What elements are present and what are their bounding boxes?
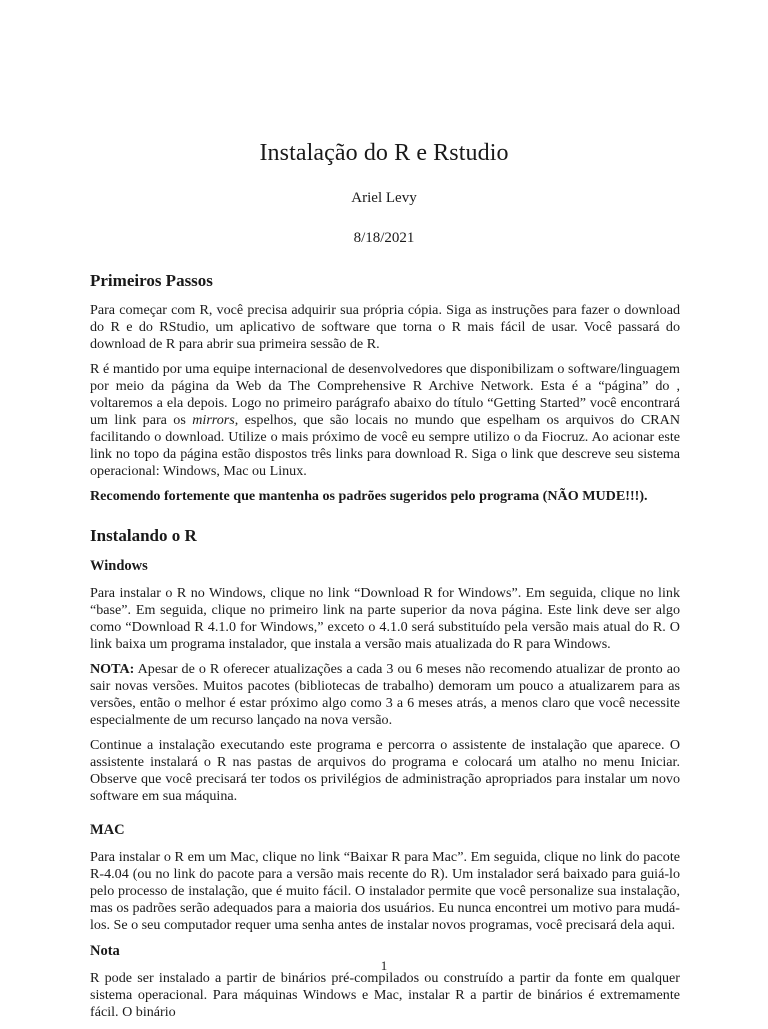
nota-label: NOTA:	[90, 661, 135, 677]
paragraph-text: , espelhos, que são locais no mundo que espelham os arquivos do CRAN facilitando o download. Utilize o mais próximo de você eu sempre utilizo o da Fiocruz. Ao acionar este link no topo da página estão dispostos três links para download R. Siga o link que descreve seu sistema operacional: Windows, Mac ou Linux.	[90, 412, 680, 479]
paragraph-text: R é mantido por uma equipe internacional de desenvolvedores que disponibilizam o software/linguagem por meio da página da Web da The Comprehensive R Archive Network. Esta é a “página” do , voltaremos a ela depois. Logo no primeiro parágrafo abaixo do título “Getting Started” você encontrará um link para os	[90, 361, 680, 428]
italic-term: mirrors	[192, 412, 235, 428]
subsection-heading-mac: MAC	[90, 822, 125, 838]
section-heading-primeiros-passos: Primeiros Passos	[90, 271, 213, 290]
paragraph	[90, 361, 680, 480]
document-date: 8/18/2021	[353, 230, 415, 246]
paragraph	[90, 661, 680, 729]
document-author: Ariel Levy	[351, 190, 417, 206]
subsection-heading-windows: Windows	[90, 558, 148, 574]
paragraph: R pode ser instalado a partir de binários pré-compilados ou construído a partir da fonte em qualquer sistema operacional. Para máquinas Windows e Mac, instalar R a partir de binários é extremamente fácil. O binário	[90, 970, 680, 1020]
paragraph: Para instalar o R em um Mac, clique no link “Baixar R para Mac”. Em seguida, clique no link do pacote R-4.04 (ou no link do pacote para a versão mais recente do R). Um instalador será baixado para guiá-lo pelo processo de instalação, que é muito fácil. O instalador permite que você personalize sua instalação, mas os padrões serão adequados para a maioria dos usuários. Eu nunca encontrei um motivo para mudá-los. Se o seu computador requer uma senha antes de instalar novos programas, você precisará dela aqui.	[90, 849, 680, 933]
paragraph: Para instalar o R no Windows, clique no link “Download R for Windows”. Em seguida, clique no link “base”. Em seguida, clique no primeiro link na parte superior da nova página. Este link deve ser algo como “Download R 4.1.0 for Windows,” exceto o 4.1.0 será substituído pela versão mais atual do R. O link baixa um programa instalador, que instala a versão mais atualizada do R para Windows.	[90, 585, 680, 652]
paragraph-text: Apesar de o R oferecer atualizações a cada 3 ou 6 meses não recomendo atualizar de pronto ao sair novas versões. Muitos pacotes (bibliotecas de trabalho) demoram um pouco a atualizarem para as versões, então o melhor é estar próximo algo como 3 a 6 meses atrás, a menos claro que você necessite especialmente de um recurso lançado na nova versão.	[90, 661, 680, 728]
document-title: Instalação do R e Rstudio	[259, 140, 509, 166]
section-heading-instalando: Instalando o R	[90, 526, 197, 545]
page-number: 1	[380, 958, 388, 973]
recommendation-bold: Recomendo fortemente que mantenha os padrões sugeridos pelo programa (NÃO MUDE!!!).	[90, 488, 648, 504]
paragraph: Para começar com R, você precisa adquirir sua própria cópia. Siga as instruções para fazer o download do R e do RStudio, um aplicativo de software que torna o R mais fácil de usar. Você passará do download de R para abrir sua primeira sessão de R.	[90, 302, 680, 352]
paragraph: Continue a instalação executando este programa e percorra o assistente de instalação que aparece. O assistente instalará o R nas pastas de arquivos do programa e colocará um atalho no menu Iniciar. Observe que você precisará ter todos os privilégios de administração apropriados para instalar um novo software em sua máquina.	[90, 737, 680, 804]
document-body	[90, 270, 680, 1029]
subsection-heading-nota: Nota	[90, 943, 120, 959]
